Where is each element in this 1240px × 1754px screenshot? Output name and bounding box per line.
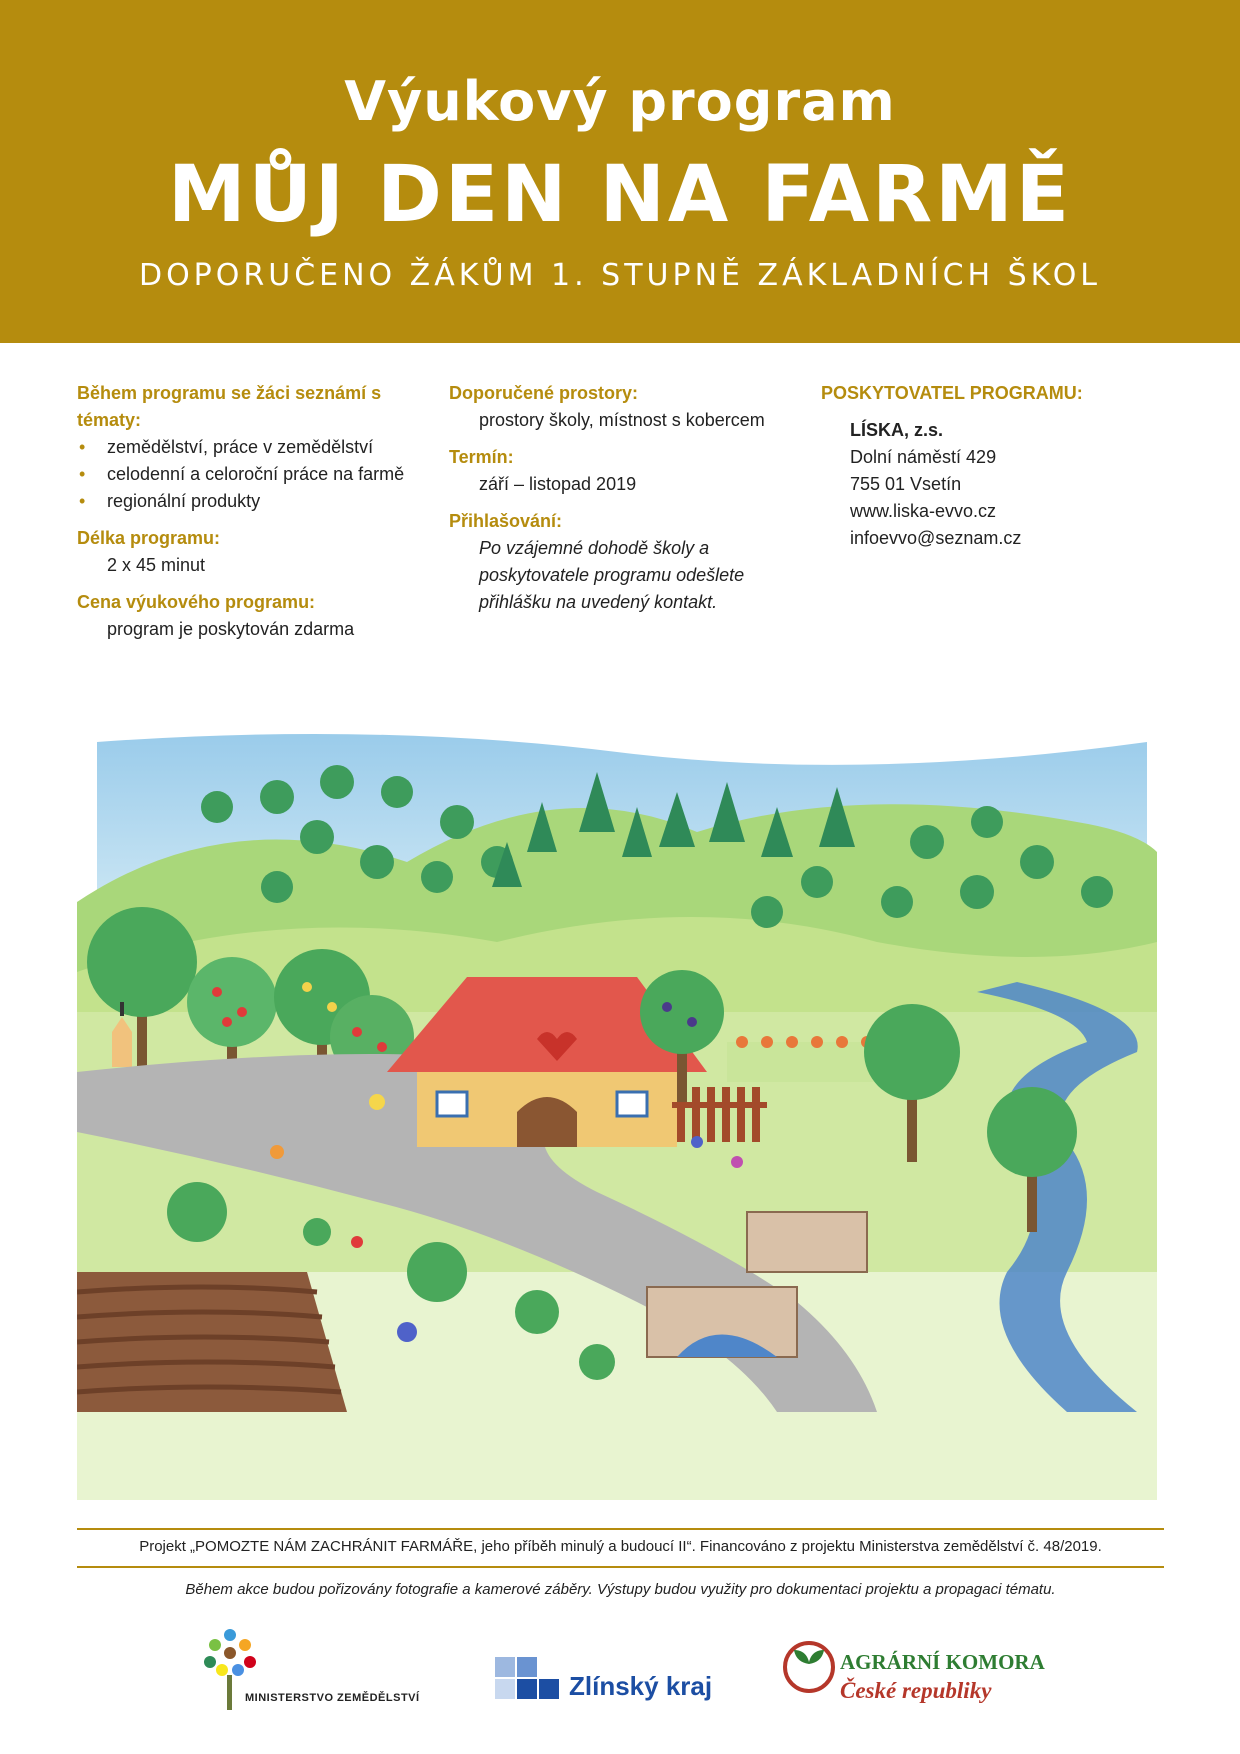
zlinsky-kraj-text: Zlínský kraj [569,1671,713,1701]
photo-notice: Během akce budou pořizovány fotografie a kamerové záběry. Výstupy budou využity pro dokumentaci projektu a propagaci tématu. [185,1581,1056,1598]
term-label: Termín: [449,447,514,467]
topic-item: • celodenní a celoroční práce na farmě [77,461,437,488]
agrarni-komora-logo [782,1640,1045,1720]
space-value: prostory školy, místnost s kobercem [479,410,765,430]
footer-rule-bottom [77,1566,1164,1568]
mze-logo [200,1620,430,1720]
info-column-left [77,380,437,643]
provider-email[interactable]: infoevvo@seznam.cz [850,528,1022,548]
project-credit: Projekt „POMOZTE NÁM ZACHRÁNIT FARMÁŘE, jeho příběh minulý a budoucí II“. Financováno z projektu Ministerstva zemědělství č. 48/2019. [139,1538,1102,1555]
topics-list [77,434,437,515]
price-label: Cena výukového programu: [77,592,316,612]
ak-line2: České republiky [840,1678,992,1703]
provider-block [821,417,1181,552]
topics-label: Během programu se žáci seznámí s tématy: [77,383,382,430]
footer-rule-top [77,1528,1164,1530]
garden-beds [727,1036,887,1082]
program-title: MŮJ DEN NA FARMĚ [167,150,1073,240]
mze-logo-text: MINISTERSTVO ZEMĚDĚLSTVÍ [245,1692,420,1704]
info-column-right [821,380,1181,552]
topic-item: • regionální produkty [77,488,437,515]
header-banner [0,0,1240,343]
provider-web[interactable]: www.liska-evvo.cz [850,501,997,521]
plowed-field [77,1272,347,1412]
price-value: program je poskytován zdarma [107,619,355,639]
provider-street: Dolní náměstí 429 [850,447,997,467]
sprout-logo-icon [782,1640,836,1694]
provider-name: LÍSKA, z.s. [850,420,944,440]
program-subtitle: Výukový program [344,70,896,133]
space-label: Doporučené prostory: [449,383,639,403]
farm-illustration [77,712,1157,1500]
term-value: září – listopad 2019 [479,474,637,494]
signup-label: Přihlašování: [449,511,563,531]
zlinsky-kraj-logo [495,1655,715,1705]
recommendation: DOPORUČENO ŽÁKŮM 1. STUPNĚ ZÁKLADNÍCH ŠKOL [138,258,1102,293]
signup-value: Po vzájemné dohodě školy a poskytovatele programu odešlete přihlášku na uvedený kontakt. [479,538,745,612]
topic-item: • zemědělství, práce v zemědělství [77,434,437,461]
squares-logo-icon [495,1655,565,1705]
length-value: 2 x 45 minut [107,555,206,575]
provider-city: 755 01 Vsetín [850,474,962,494]
info-column-middle [449,380,809,616]
length-label: Délka programu: [77,528,221,548]
ak-line1: AGRÁRNÍ KOMORA [840,1650,1045,1674]
provider-label: POSKYTOVATEL PROGRAMU: [821,383,1083,403]
